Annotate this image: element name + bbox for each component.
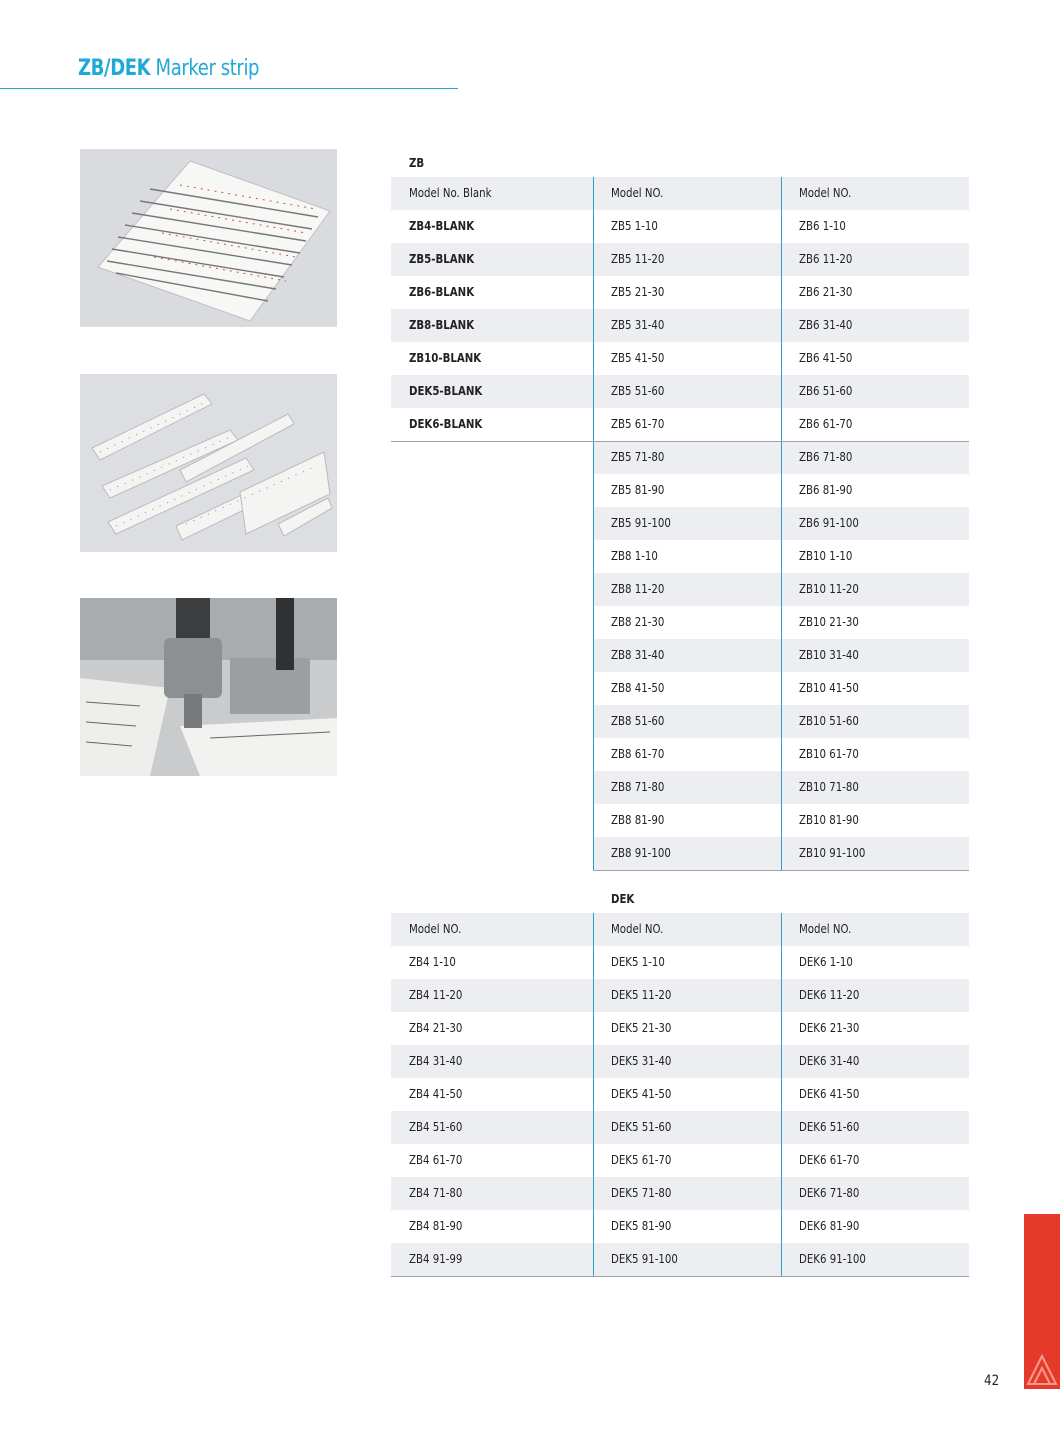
zb-model-cell: ZB8 41-50	[611, 681, 665, 695]
dek-model-cell: DEK5 41-50	[611, 1087, 672, 1101]
zb-model-cell: ZB8 1-10	[611, 549, 658, 563]
dek-column-divider	[593, 913, 594, 1276]
dek-header-cell: Model NO.	[391, 913, 593, 946]
page-title-rest: Marker strip	[150, 56, 260, 81]
zb-model-cell: ZB5 71-80	[593, 441, 781, 474]
dek-model-cell: DEK6 21-30	[799, 1021, 860, 1035]
dek-model-cell: DEK5 71-80	[593, 1177, 781, 1210]
zb-model-cell: ZB10 91-100	[781, 837, 969, 870]
zb-column-divider	[593, 177, 594, 870]
zb-model-cell: ZB5 21-30	[611, 285, 665, 299]
dek-model-cell: DEK6 11-20	[781, 979, 969, 1012]
dek-model-cell: ZB4 21-30	[409, 1021, 463, 1035]
dek-model-cell: ZB4 1-10	[409, 955, 456, 969]
zb-model-cell: ZB8 71-80	[593, 771, 781, 804]
zb-model-cell: ZB5 61-70	[611, 417, 665, 431]
zb-blank-cell: ZB4-BLANK	[409, 219, 475, 233]
zb-blank-cell: DEK5-BLANK	[391, 375, 593, 408]
zb-model-cell: ZB5 91-100	[593, 507, 781, 540]
dek-model-cell: DEK5 31-40	[593, 1045, 781, 1078]
dek-model-cell: DEK6 61-70	[799, 1153, 860, 1167]
zb-model-cell: ZB6 11-20	[781, 243, 969, 276]
zb-model-cell: ZB10 61-70	[799, 747, 859, 761]
zb-table-bottom-rule	[593, 870, 969, 871]
title-underline	[0, 88, 458, 89]
zb-model-cell: ZB6 1-10	[799, 219, 846, 233]
zb-blank-cell: ZB6-BLANK	[409, 285, 475, 299]
dek-model-cell: ZB4 61-70	[409, 1153, 463, 1167]
zb-blank-cell: ZB10-BLANK	[409, 351, 482, 365]
zb-model-cell: ZB10 71-80	[781, 771, 969, 804]
page-title-bold: ZB/DEK	[78, 56, 151, 81]
dek-model-cell: ZB4 71-80	[391, 1177, 593, 1210]
marker-sheet-photo	[80, 149, 337, 327]
dek-model-cell: ZB4 41-50	[409, 1087, 463, 1101]
zb-model-cell: ZB8 81-90	[611, 813, 665, 827]
dek-model-cell: DEK6 41-50	[799, 1087, 860, 1101]
zb-model-cell: ZB5 11-20	[593, 243, 781, 276]
dek-table-bottom-rule	[391, 1276, 969, 1277]
dek-model-cell: DEK6 31-40	[781, 1045, 969, 1078]
zb-model-cell: ZB6 81-90	[799, 483, 853, 497]
zb-model-cell: ZB5 51-60	[593, 375, 781, 408]
zb-model-cell: ZB10 41-50	[799, 681, 859, 695]
dek-header-cell: Model NO.	[593, 913, 781, 946]
zb-model-cell: ZB10 51-60	[781, 705, 969, 738]
dek-model-cell: DEK5 1-10	[611, 955, 665, 969]
dek-model-cell: ZB4 91-99	[391, 1243, 593, 1276]
zb-blank-end-rule	[391, 441, 969, 442]
dek-model-cell: DEK6 81-90	[799, 1219, 860, 1233]
page-title	[78, 56, 259, 81]
zb-model-cell: ZB6 31-40	[781, 309, 969, 342]
dek-model-cell: DEK5 91-100	[593, 1243, 781, 1276]
zb-model-cell: ZB10 81-90	[799, 813, 859, 827]
zb-model-cell: ZB8 31-40	[593, 639, 781, 672]
page-number: 42	[984, 1373, 1000, 1389]
dek-model-cell: ZB4 11-20	[391, 979, 593, 1012]
dek-column-divider	[781, 913, 782, 1276]
zb-model-cell: ZB6 91-100	[781, 507, 969, 540]
zb-header-cell: Model NO.	[593, 177, 781, 210]
zb-model-cell: ZB6 21-30	[799, 285, 853, 299]
dek-model-cell: DEK6 51-60	[781, 1111, 969, 1144]
dek-section-label: DEK	[611, 892, 635, 906]
dek-model-cell: DEK5 51-60	[593, 1111, 781, 1144]
zb-model-cell: ZB6 71-80	[781, 441, 969, 474]
marker-strips-photo	[80, 374, 337, 552]
dek-model-cell: DEK5 81-90	[611, 1219, 672, 1233]
dek-model-cell: DEK5 21-30	[611, 1021, 672, 1035]
zb-model-cell: ZB5 41-50	[611, 351, 665, 365]
zb-blank-cell: ZB8-BLANK	[391, 309, 593, 342]
dek-model-cell: ZB4 51-60	[391, 1111, 593, 1144]
zb-model-cell: ZB10 21-30	[799, 615, 859, 629]
zb-header-cell: Model NO.	[781, 177, 969, 210]
zb-model-cell: ZB6 61-70	[799, 417, 853, 431]
zb-model-cell: ZB6 41-50	[799, 351, 853, 365]
zb-model-cell: ZB8 51-60	[593, 705, 781, 738]
zb-blank-cell: ZB5-BLANK	[391, 243, 593, 276]
dek-model-cell: DEK6 1-10	[799, 955, 853, 969]
zb-model-cell: ZB5 1-10	[611, 219, 658, 233]
zb-column-divider	[781, 177, 782, 870]
zb-model-cell: ZB5 31-40	[593, 309, 781, 342]
zb-model-cell: ZB8 91-100	[593, 837, 781, 870]
side-tab-bar	[1024, 1214, 1060, 1389]
dek-model-cell: ZB4 81-90	[409, 1219, 463, 1233]
dek-header-cell: Model NO.	[781, 913, 969, 946]
zb-model-cell: ZB6 51-60	[781, 375, 969, 408]
zb-model-cell: ZB5 81-90	[611, 483, 665, 497]
dek-model-cell: DEK5 61-70	[611, 1153, 672, 1167]
marking-machine-photo	[80, 598, 337, 776]
dek-model-cell: DEK6 71-80	[781, 1177, 969, 1210]
zb-blank-cell: DEK6-BLANK	[409, 417, 483, 431]
dek-model-cell: DEK6 91-100	[781, 1243, 969, 1276]
zb-section-label: ZB	[409, 156, 425, 170]
zb-model-cell: ZB10 31-40	[781, 639, 969, 672]
brand-mark-icon	[1024, 1214, 1060, 1389]
zb-model-cell: ZB8 21-30	[611, 615, 665, 629]
zb-header-cell: Model No. Blank	[391, 177, 593, 210]
dek-model-cell: DEK5 11-20	[593, 979, 781, 1012]
zb-model-cell: ZB8 11-20	[593, 573, 781, 606]
dek-model-cell: ZB4 31-40	[391, 1045, 593, 1078]
zb-model-cell: ZB8 61-70	[611, 747, 665, 761]
zb-model-cell: ZB10 11-20	[781, 573, 969, 606]
zb-model-cell: ZB10 1-10	[799, 549, 853, 563]
